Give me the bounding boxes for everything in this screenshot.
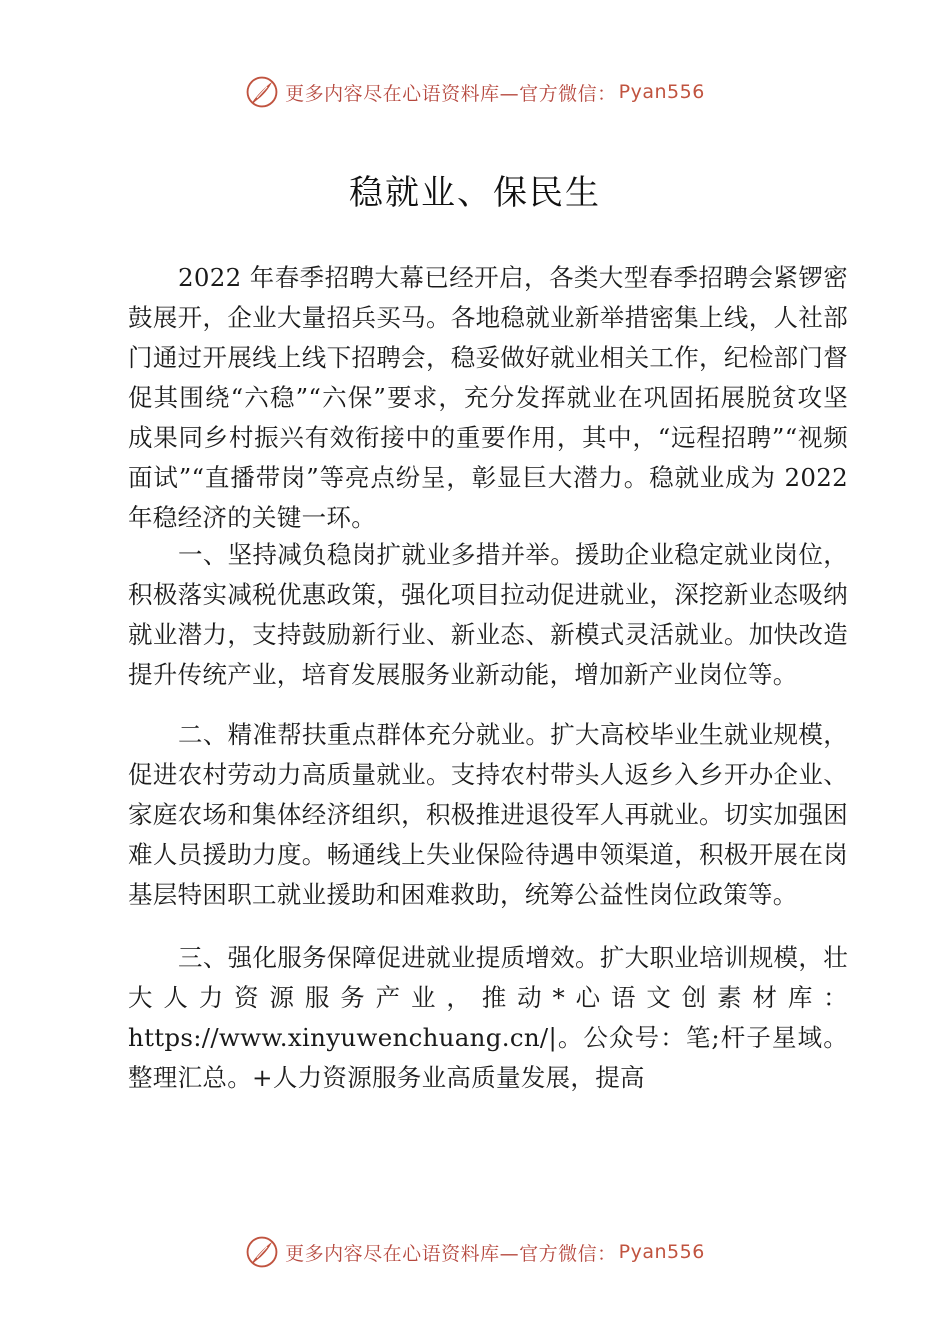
footer-watermark-banner (0, 1232, 950, 1272)
header-watermark-banner (0, 72, 950, 112)
feather-pen-logo-icon (245, 1235, 279, 1269)
feather-pen-logo-icon (245, 75, 279, 109)
paragraph-intro: 2022 年春季招聘大幕已经开启，各类大型春季招聘会紧锣密鼓展开，企业大量招兵买马。各地稳就业新举措密集上线，人社部门通过开展线上线下招聘会，稳妥做好就业相关工作，纪检部门督促其围绕“六稳”“六保”要求，充分发挥就业在巩固拓展脱贫攻坚成果同乡村振兴有效衔接中的重要作用，其中，“远程招聘”“视频面试”“直播带岗”等亮点纷呈，彰显巨大潜力。稳就业成为 2022 年稳经济的关键一环。 (128, 263, 848, 532)
banner-text: 更多内容尽在心语资料库—官方微信： (285, 82, 617, 105)
banner-wechat-handle: Pyan556 (618, 1241, 705, 1263)
paragraph-section-3: 三、强化服务保障促进就业提质增效。扩大职业培训规模，壮大人力资源服务产业，推动*心语文创素材库：https://www.xinyuwenchuang.cn/|。公众号：笔;杆子星域。整理汇总。+人力资源服务业高质量发展，提高 (128, 943, 848, 1092)
banner-wechat-handle: Pyan556 (618, 81, 705, 103)
document-title: 稳就业、保民生 (349, 173, 601, 213)
paragraph-section-2: 二、精准帮扶重点群体充分就业。扩大高校毕业生就业规模，促进农村劳动力高质量就业。支持农村带头人返乡入乡开办企业、家庭农场和集体经济组织，积极推进退役军人再就业。切实加强困难人员援助力度。畅通线上失业保险待遇申领渠道，积极开展在岗基层特困职工就业援助和困难救助，统筹公益性岗位政策等。 (128, 720, 848, 909)
paragraph-section-1: 一、坚持减负稳岗扩就业多措并举。援助企业稳定就业岗位，积极落实减税优惠政策，强化项目拉动促进就业，深挖新业态吸纳就业潜力，支持鼓励新行业、新业态、新模式灵活就业。加快改造提升传统产业，培育发展服务业新动能，增加新产业岗位等。 (128, 540, 848, 689)
banner-text: 更多内容尽在心语资料库—官方微信： (285, 1242, 617, 1265)
